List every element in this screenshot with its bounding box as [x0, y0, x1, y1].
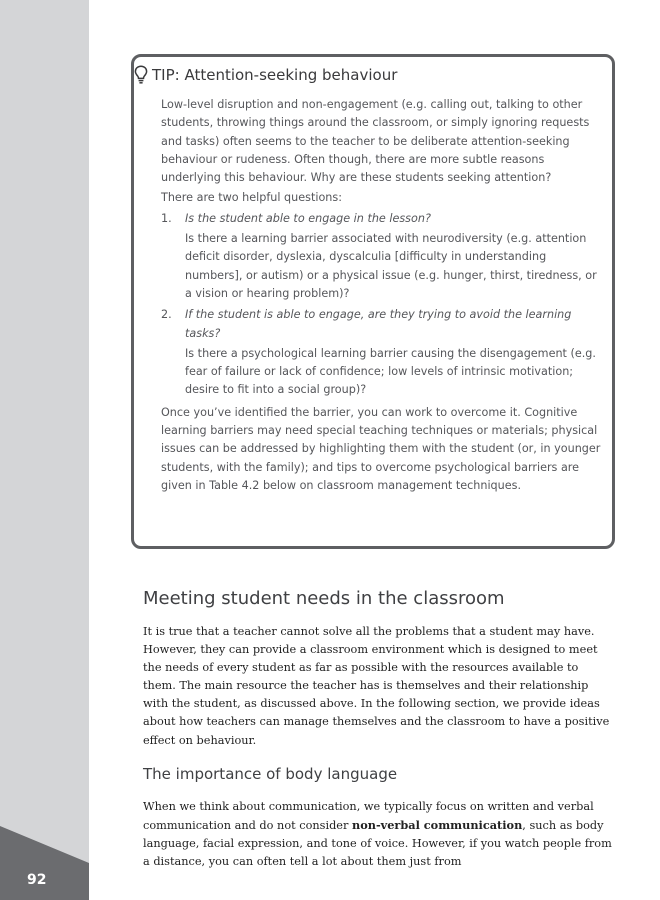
list-item	[161, 210, 601, 303]
lightbulb-icon	[134, 65, 148, 85]
list-question: If the student is able to engage, are they trying to avoid the learning tasks?	[185, 308, 572, 340]
list-item	[161, 306, 601, 399]
subsection-paragraph	[143, 798, 613, 871]
list-question: Is the student able to engage in the lesson?	[185, 211, 431, 225]
list-number: 2.	[161, 308, 172, 322]
list-answer: Is there a psychological learning barrier causing the disengagement (e.g. fear of failure or lack of confidence; low levels of intrinsic motivation; desire to fit into a social group)?	[185, 346, 596, 397]
list-number: 1.	[161, 211, 172, 225]
page-number: 92	[27, 872, 47, 888]
tip-intro: Low-level disruption and non-engagement (e.g. calling out, talking to other students, throwing things around the classroom, or simply ignoring requests and tasks) often seems to the teacher to be deliberate attention-seeking behaviour or rudeness. Often though, there are more subtle reasons underlying this behaviour. Why are these students seeking attention?	[161, 98, 590, 185]
page-margin-strip	[0, 0, 89, 900]
section-paragraph: It is true that a teacher cannot solve all the problems that a student may have. However, they can provide a classroom environment which is designed to meet the needs of every student as far as possible with the resources available to them. The main resource the teacher has is themselves and their relationship with the student, as discussed above. In the following section, we provide ideas about how teachers can manage themselves and the classroom to have a positive effect on behaviour.	[143, 625, 610, 747]
tip-body	[161, 96, 601, 497]
section-heading: Meeting student needs in the classroom	[143, 588, 505, 609]
tip-lead: There are two helpful questions:	[161, 191, 342, 205]
paragraph-text: When we think about communication, we typically focus on written and verbal communication and do not consider	[143, 800, 594, 833]
key-term: non-verbal communication	[352, 818, 523, 833]
list-answer: Is there a learning barrier associated with neurodiversity (e.g. attention deficit disorder, dyslexia, dyscalculia [difficulty in understanding numbers], or autism) or a physical issue (e.g. hunger, thirst, tiredness, or a vision or hearing problem)?	[185, 232, 597, 300]
tip-closing: Once you’ve identified the barrier, you can work to overcome it. Cognitive learning barriers may need special teaching techniques or materials; physical issues can be addressed by highlighting them with the student (or, in younger students, with the family); and tips to overcome psychological barriers are given in Table 4.2 below on classroom management techniques.	[161, 405, 601, 492]
subsection-heading: The importance of body language	[143, 765, 398, 783]
tip-title: TIP: Attention-seeking behaviour	[152, 66, 398, 84]
tip-question-list	[161, 210, 601, 400]
paragraph-text: , such as body language, facial expression, and tone of voice. However, if you watch people from a distance, you can often tell a lot about them just from	[143, 819, 612, 869]
tip-heading	[134, 65, 397, 85]
